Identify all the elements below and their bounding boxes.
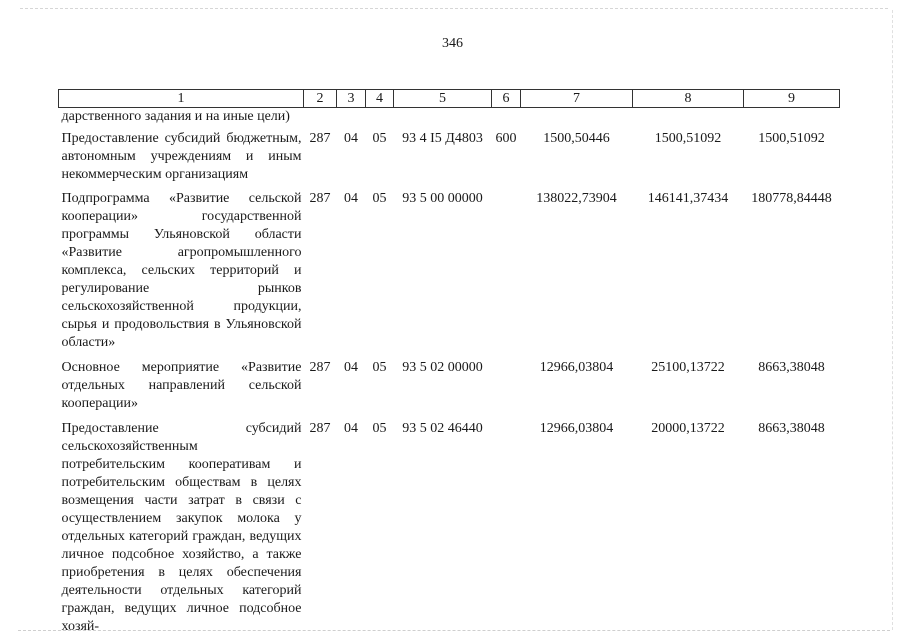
row-description: Предоставление субсидий сельскохозяйственным потребительским кооперативам и потребительским обществам в целях возмещения части затрат в связи с осуществлением закупок молока у отдельных категорий граждан, ведущих личное подсобное хозяйство, а также приобретения в целях обеспечения деятельности отдельных категорий граждан, ведущих личное подсобное хозяй- bbox=[61, 421, 302, 634]
column-header: 1 bbox=[59, 90, 304, 108]
cell-subsection: 05 bbox=[372, 360, 387, 375]
column-header: 6 bbox=[492, 90, 521, 108]
row-description: Основное мероприятие «Развитие отдельных направлений сельской кооперации» bbox=[61, 360, 302, 411]
cell-section: 04 bbox=[344, 421, 358, 436]
cell-subsection bbox=[366, 108, 394, 127]
cell-amount-col7: 138022,73904 bbox=[536, 191, 617, 206]
cell-amount-col7: 1500,50446 bbox=[543, 131, 610, 146]
column-header: 2 bbox=[304, 90, 337, 108]
cell-amount-col9: 8663,38048 bbox=[758, 360, 825, 375]
cell-target-code: 93 5 02 00000 bbox=[402, 360, 483, 375]
cell-target-code: 93 5 02 46440 bbox=[402, 421, 483, 436]
cell-target-code: 93 5 00 00000 bbox=[402, 191, 483, 206]
page-number: 346 bbox=[442, 36, 463, 51]
cell-ministry: 287 bbox=[309, 131, 331, 146]
cell-section: 04 bbox=[344, 360, 358, 375]
cell-amount-col7: 12966,03804 bbox=[539, 360, 614, 375]
cell-section bbox=[337, 108, 366, 127]
cell-target-code bbox=[394, 108, 492, 127]
table-row bbox=[59, 184, 840, 352]
table-row bbox=[59, 126, 840, 184]
table-header-row bbox=[59, 90, 840, 108]
cell-target-code: 93 4 I5 Д4803 bbox=[402, 131, 483, 146]
cell-expense-type bbox=[492, 413, 521, 636]
cell-subsection: 05 bbox=[372, 421, 387, 436]
table-row bbox=[59, 413, 840, 636]
cell-amount-col8: 20000,13722 bbox=[651, 421, 725, 436]
cell-ministry: 287 bbox=[309, 360, 331, 375]
cell-ministry bbox=[304, 108, 337, 127]
budget-table bbox=[58, 89, 840, 636]
scan-border-top bbox=[20, 8, 888, 9]
row-description: Предоставление субсидий бюджетным, автономным учреждениям и иным некоммерческим организациям bbox=[61, 131, 302, 182]
cell-amount-col9: 1500,51092 bbox=[758, 131, 825, 146]
table-row bbox=[59, 108, 840, 127]
cell-amount-col8: 146141,37434 bbox=[647, 191, 729, 206]
cell-amount-col9: 8663,38048 bbox=[758, 421, 825, 436]
cell-amount-col8: 25100,13722 bbox=[651, 360, 725, 375]
cell-expense-type bbox=[492, 184, 521, 352]
cell-amount-col8 bbox=[633, 108, 744, 127]
cell-subsection: 05 bbox=[372, 191, 387, 206]
cell-section: 04 bbox=[344, 131, 358, 146]
row-description: дарственного задания и на иные цели) bbox=[61, 109, 290, 124]
cell-subsection: 05 bbox=[372, 131, 387, 146]
cell-section: 04 bbox=[344, 191, 358, 206]
cell-expense-type bbox=[492, 108, 521, 127]
cell-expense-type bbox=[492, 352, 521, 413]
table-row bbox=[59, 352, 840, 413]
cell-expense-type: 600 bbox=[495, 131, 517, 146]
column-header: 8 bbox=[633, 90, 744, 108]
column-header: 3 bbox=[337, 90, 366, 108]
column-header: 5 bbox=[394, 90, 492, 108]
cell-amount-col7 bbox=[521, 108, 633, 127]
cell-ministry: 287 bbox=[309, 421, 331, 436]
cell-ministry: 287 bbox=[309, 191, 331, 206]
cell-amount-col7: 12966,03804 bbox=[539, 421, 614, 436]
cell-amount-col9: 180778,84448 bbox=[751, 191, 832, 206]
column-header: 4 bbox=[366, 90, 394, 108]
cell-amount-col9 bbox=[744, 108, 840, 127]
scan-border-right bbox=[892, 10, 893, 630]
column-header: 9 bbox=[744, 90, 840, 108]
cell-amount-col8: 1500,51092 bbox=[654, 131, 722, 146]
row-description: Подпрограмма «Развитие сельской кооперации» государственной программы Ульяновской области «Развитие агропромышленного комплекса, сельских территорий и регулирование рынков сельскохозяйственной продукции, сырья и продовольствия в Ульяновской области» bbox=[61, 191, 302, 350]
column-header: 7 bbox=[521, 90, 633, 108]
